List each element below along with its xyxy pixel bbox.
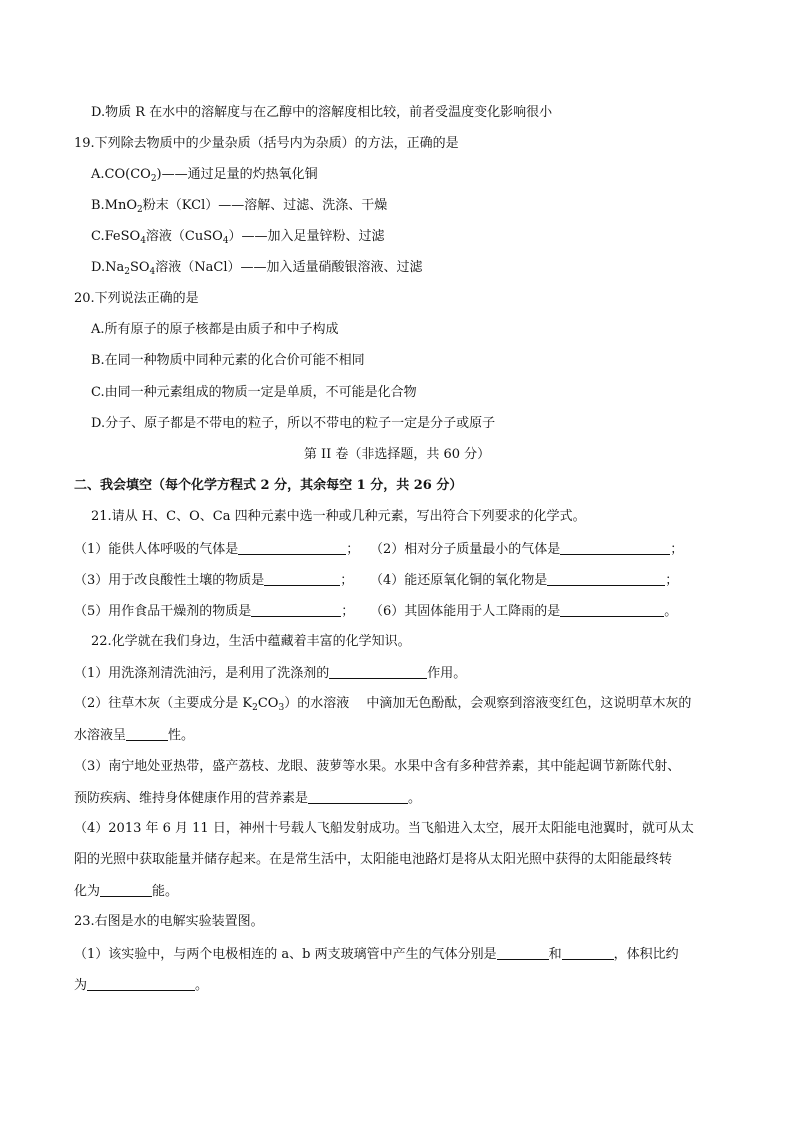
- q19-option-a: $A.CO(CO_2)——$通过足量的灼热氧化铜: [91, 167, 318, 184]
- q19-stem: 19.下列除去物质中的少量杂质（括号内为杂质）的方法，正确的是: [74, 136, 459, 151]
- q21-row-1b: （2）相对分子质量最小的气体是 ；: [370, 542, 684, 557]
- q20-option-c: C.由同一种元素组成的物质一定是单质，不可能是化合物: [91, 385, 417, 400]
- section-heading: 二、我会填空（每个化学方程式 2 分，其余每空 1 分，共 26 分）: [74, 478, 463, 493]
- q18-option-d: D.物质 R 在水中的溶解度与在乙醇中的溶解度相比较，前者受温度变化影响很小: [91, 105, 553, 120]
- q23-stem: 23.右图是水的电解实验装置图。: [74, 914, 264, 929]
- q22-part-4-line3: 化为 能。: [74, 884, 179, 899]
- q22-part-4-line2: 阳的光照中获取能量并储存起来。在是常生活中，太阳能电池路灯是将从太阳光照中获得的太阳能最终转: [74, 852, 673, 867]
- q20-option-d: D.分子、原子都是不带电的粒子，所以不带电的粒子一定是分子或原子: [91, 416, 496, 431]
- q21-row-1: （1）能供人体呼吸的气体是 ；: [74, 542, 360, 557]
- q21-row-2: （3）用于改良酸性土壤的物质是 ；: [74, 573, 354, 588]
- q21-row-2b: （4）能还原氧化铜的氧化物是 ；: [370, 573, 679, 588]
- q23-part-1: （1）该实验中，与两个电极相连的 a、b 两支玻璃管中产生的气体分别是 和 ，体积比约: [74, 947, 679, 962]
- q20-option-a: A.所有原子的原子核都是由质子和中子构成: [91, 322, 339, 337]
- q22-part-1: （1）用洗涤剂清洗油污，是利用了洗涤剂的 作用。: [74, 666, 467, 681]
- q22-part-3: （3）南宁地处亚热带，盛产荔枝、龙眼、菠萝等水果。水果中含有多种营养素，其中能起调节新陈代射、: [74, 759, 681, 774]
- q20-stem: 20.下列说法正确的是: [74, 291, 199, 306]
- q20-option-b: B.在同一种物质中同种元素的化合价可能不相同: [91, 353, 365, 368]
- q21-row-3b: （6）其固体能用于人工降雨的是 。: [370, 604, 678, 619]
- q21-stem: 21.请从 H、C、O、Ca 四种元素中选一种或几种元素，写出符合下列要求的化学式。: [91, 509, 586, 524]
- q22-part-3-line2: 预防疾病、维持身体健康作用的营养素是 。: [74, 791, 422, 806]
- q21-row-3: （5）用作食品干燥剂的物质是 ；: [74, 604, 355, 619]
- q23-part-1-line2: 为 。: [74, 978, 209, 993]
- part2-title: 第 II 卷（非选择题，共 60 分）: [303, 447, 491, 462]
- q22-part-2: （2）往草木灰（主要成分是 $K_2CO_3$）的水溶液 中滴加无色酚酞，会观察到溶液变红色，这说明草木灰的: [74, 696, 692, 713]
- q22-part-4: （4）2013 年 6 月 11 日，神州十号载人飞船发射成功。当飞船进入太空，展开太阳能电池翼时，就可从太: [74, 821, 694, 836]
- q19-option-c: C.FeSO$_4$溶液（CuSO$_4$）——加入足量锌粉、过滤: [91, 229, 385, 246]
- q19-option-b: B.MnO$_2$粉末（KCl）——溶解、过滤、洗涤、干燥: [91, 198, 388, 215]
- q19-option-d: $D.Na_2SO_4$溶液（NaCl）——加入适量硝酸银溶液、过滤: [91, 260, 423, 277]
- q22-part-2-line2: 水溶液呈 性。: [74, 728, 195, 743]
- q22-stem: 22.化学就在我们身边，生活中蕴藏着丰富的化学知识。: [91, 634, 411, 649]
